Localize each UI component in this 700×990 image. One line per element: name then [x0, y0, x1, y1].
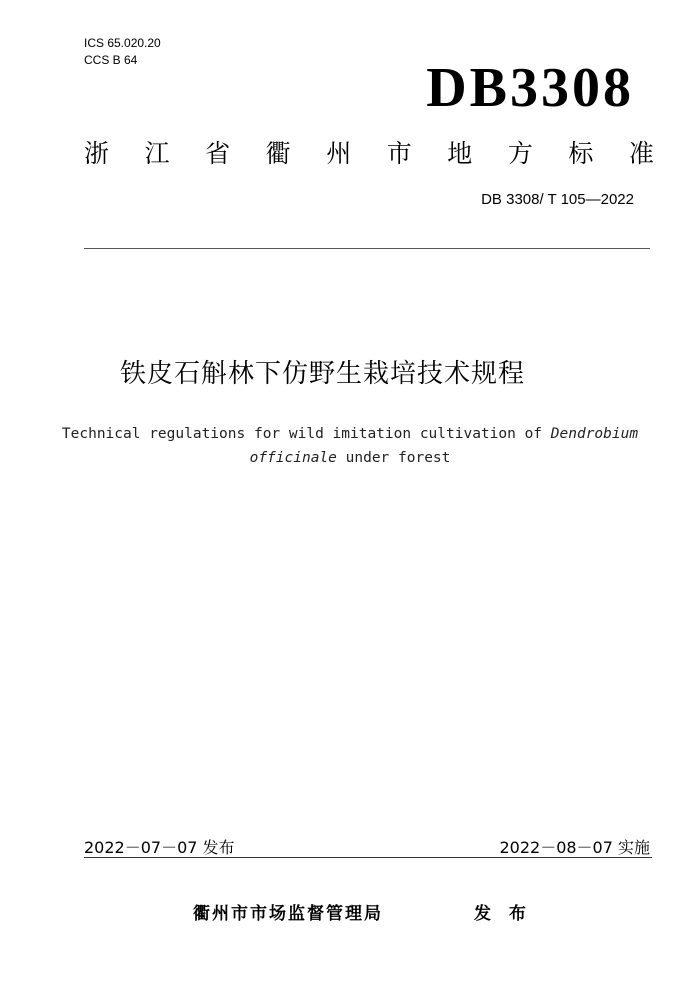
title-en-italic: officinale	[249, 450, 337, 466]
issuer-char: 标	[568, 139, 594, 168]
issuer-char: 衢	[265, 139, 291, 168]
issuer-char: 地	[447, 139, 473, 168]
title-en-text: under forest	[336, 450, 451, 466]
issuer-char: 州	[326, 139, 352, 168]
issuer-char: 方	[507, 139, 533, 168]
issuer-char: 市	[386, 139, 412, 168]
issuer-char: 准	[628, 139, 654, 168]
ccs-code: CCS B 64	[84, 53, 138, 67]
footer-divider	[84, 857, 652, 858]
document-title-en	[60, 422, 640, 470]
issuer-char: 省	[205, 139, 231, 168]
standard-number: DB 3308/ T 105—2022	[481, 191, 634, 208]
issuer-heading	[84, 138, 654, 170]
title-en-text: Technical regulations for wild imitation cultivation of	[61, 426, 551, 442]
header-divider	[84, 248, 650, 249]
publish-label: 发 布	[474, 904, 532, 924]
document-title-zh: 铁皮石斛林下仿野生栽培技术规程	[120, 359, 526, 389]
implement-date: 2022－08－07 实施	[499, 838, 650, 857]
ics-code: ICS 65.020.20	[84, 36, 161, 50]
issuer-char: 江	[144, 139, 170, 168]
title-en-italic: Dendrobium	[550, 426, 639, 442]
publish-date: 2022－07－07 发布	[84, 838, 235, 857]
issuer-char: 浙	[84, 139, 110, 168]
standard-code-logo: DB3308	[426, 57, 634, 119]
issuing-authority: 衢州市市场监督管理局	[193, 904, 383, 924]
